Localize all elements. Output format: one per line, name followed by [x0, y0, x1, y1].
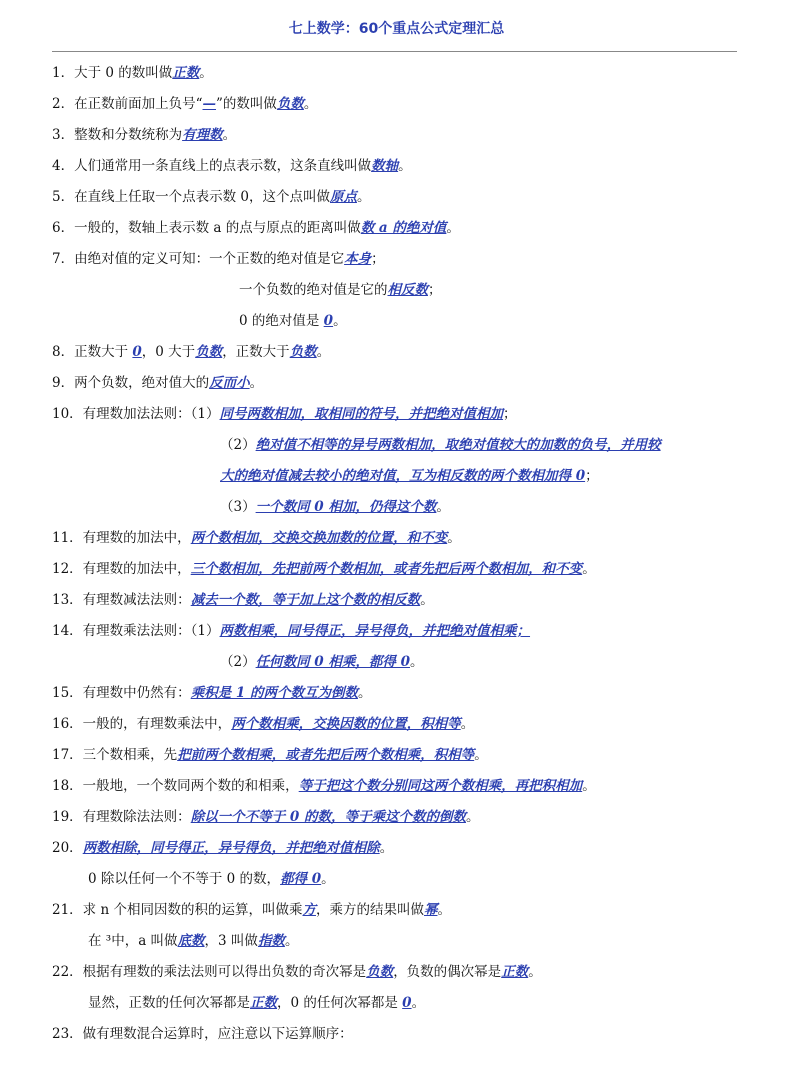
list-item: [52, 62, 742, 93]
list-item: [52, 558, 742, 589]
item-text: 。: [284, 933, 299, 949]
answer-text: 底数: [177, 933, 205, 949]
item-text: 。: [460, 716, 475, 732]
item-text: 。: [356, 189, 371, 205]
item-text: 。: [582, 778, 596, 794]
item-text: ，0 大于: [141, 344, 196, 360]
item-text: 。: [528, 964, 542, 980]
item-text: ；: [371, 251, 385, 267]
answer-text: 减去一个数，等于加上这个数的相反数: [190, 592, 421, 608]
answer-text: 都得 0: [280, 871, 322, 887]
list-item: [52, 1023, 742, 1054]
item-text: 显然，正数的任何次幂都是: [88, 995, 250, 1011]
item-text: 。: [436, 499, 450, 515]
item-text: 。: [447, 530, 461, 546]
list-item: [52, 124, 742, 155]
list-item: [52, 155, 742, 186]
item-text: 。: [303, 96, 318, 112]
item-text: 0 的绝对值是: [239, 313, 324, 329]
item-text: （2）: [220, 437, 256, 453]
answer-text: 负数: [276, 96, 304, 112]
answer-text: 任何数同 0 相乘，都得 0: [255, 654, 410, 670]
item-text: （2）: [220, 654, 256, 670]
item-text: 20．: [52, 840, 83, 856]
answer-text: 0: [132, 344, 142, 360]
item-text: （3）: [220, 499, 256, 515]
item-text: ，乘方的结果叫做: [315, 902, 424, 918]
item-text: 6．一般的，数轴上表示数 a 的点与原点的距离叫做: [52, 220, 361, 236]
item-text: 18．一般地，一个数同两个数的和相乘，: [52, 778, 299, 794]
item-text: 。: [222, 127, 237, 143]
answer-text: 方: [302, 902, 316, 918]
list-item: [52, 186, 742, 217]
answer-text: 三个数相加，先把前两个数相加，或者先把后两个数相加，和不变: [190, 561, 583, 577]
item-text: ，正数大于: [222, 344, 290, 360]
answer-text: 正数: [250, 995, 277, 1011]
answer-text: 两个数相加，交换交换加数的位置，和不变: [190, 530, 448, 546]
item-text: 在 ³中，a 叫做: [88, 933, 178, 949]
item-text: 5．在直线上任取一个点表示数 0，这个点叫做: [52, 189, 330, 205]
answer-text: 负数: [289, 344, 317, 360]
item-text: 22．根据有理数的乘法法则可以得出负数的奇次幂是: [52, 964, 367, 980]
item-text: 。: [474, 747, 488, 763]
item-text: 。: [199, 65, 213, 81]
page-title: 七上数学：60个重点公式定理汇总: [288, 21, 505, 37]
item-text: 。: [379, 840, 394, 856]
item-text: 。: [446, 220, 460, 236]
item-text: 21．求 n 个相同因数的积的运算，叫做乘: [52, 902, 303, 918]
list-item: [52, 310, 742, 341]
list-item: [52, 651, 742, 682]
item-text: ，3 叫做: [204, 933, 258, 949]
answer-text: 正数: [501, 964, 529, 980]
answer-text: 两数相乘，同号得正，异号得负，并把绝对值相乘；: [219, 623, 531, 639]
item-text: 。: [398, 158, 412, 174]
list-item: [52, 620, 742, 651]
list-item: [52, 744, 742, 775]
item-text: 。: [582, 561, 596, 577]
answer-text: 正数: [172, 65, 200, 81]
list-item: [52, 775, 742, 806]
answer-text: 反而小: [209, 375, 250, 391]
answer-text: —: [202, 96, 216, 112]
answer-text: 0: [323, 313, 334, 329]
list-item: [52, 682, 742, 713]
item-text: 。: [333, 313, 347, 329]
item-text: 9．两个负数，绝对值大的: [52, 375, 210, 391]
item-text: 0 除以任何一个不等于 0 的数，: [88, 871, 281, 887]
list-item: [52, 713, 742, 744]
answer-text: 两个数相乘，交换因数的位置，积相等: [231, 716, 461, 732]
list-item: [52, 837, 742, 868]
list-item: [52, 527, 742, 558]
item-text: 7．由绝对值的定义可知：一个正数的绝对值是它: [52, 251, 345, 267]
answer-text: 幂: [423, 902, 438, 918]
item-text: 14．有理数乘法法则：（1）: [52, 623, 220, 639]
item-text: 1．大于 0 的数叫做: [52, 65, 173, 81]
item-text: 17．三个数相乘，先: [52, 747, 178, 763]
item-text: 。: [411, 995, 426, 1011]
list-item: [52, 899, 742, 930]
item-text: 4．人们通常用一条直线上的点表示数，这条直线叫做: [52, 158, 372, 174]
item-text: 。: [316, 344, 331, 360]
item-text: 。: [465, 809, 480, 825]
list-item: [52, 372, 742, 403]
answer-text: 本身: [344, 251, 372, 267]
answer-text: 相反数: [387, 282, 428, 298]
answer-text: 数 a 的绝对值: [360, 220, 447, 236]
list-item: [52, 868, 742, 899]
answer-text: 有理数: [182, 127, 223, 143]
answer-text: 一个数同 0 相加，仍得这个数: [255, 499, 437, 515]
item-text: 。: [420, 592, 434, 608]
answer-text: 除以一个不等于 0 的数，等于乘这个数的倒数: [190, 809, 466, 825]
list-item: [52, 341, 742, 372]
list-item: [52, 961, 742, 992]
answer-text: 绝对值不相等的异号两数相加，取绝对值较大的加数的负号，并用较: [255, 437, 661, 453]
item-text: 2．在正数前面加上负号“: [52, 96, 203, 112]
list-item: [52, 589, 742, 620]
answer-text: 大的绝对值减去较小的绝对值，互为相反数的两个数相加得 0: [220, 468, 586, 484]
item-text: ；: [503, 406, 517, 422]
answer-text: 指数: [257, 933, 285, 949]
item-text: 。: [437, 902, 451, 918]
answer-text: 负数: [195, 344, 223, 360]
item-text: ”的数叫做: [216, 96, 277, 112]
item-text: 3．整数和分数统称为: [52, 127, 183, 143]
answer-text: 0: [402, 995, 412, 1011]
list-item: [52, 806, 742, 837]
item-text: ；: [428, 282, 442, 298]
answer-text: 数轴: [371, 158, 399, 174]
list-item: [52, 434, 742, 465]
answer-text: 把前两个数相乘，或者先把后两个数相乘，积相等: [177, 747, 475, 763]
list-item: [52, 930, 742, 961]
answer-text: 乘积是 1 的两个数互为倒数: [190, 685, 358, 701]
answer-text: 原点: [329, 189, 357, 205]
item-text: 13．有理数减法法则：: [52, 592, 191, 608]
answer-text: 两数相除，同号得正，异号得负，并把绝对值相除: [82, 840, 380, 856]
list-item: [52, 217, 742, 248]
answer-text: 等于把这个数分别同这两个数相乘，再把积相加: [298, 778, 583, 794]
item-text: 19．有理数除法法则：: [52, 809, 191, 825]
item-text: 11．有理数的加法中，: [52, 530, 191, 546]
list-item: [52, 403, 742, 434]
item-text: 一个负数的绝对值是它的: [239, 282, 388, 298]
item-text: 。: [249, 375, 264, 391]
item-text: 。: [409, 654, 424, 670]
item-text: ，负数的偶次幂是: [393, 964, 502, 980]
list-item: [52, 93, 742, 124]
item-text: 8．正数大于: [52, 344, 133, 360]
list-item: [52, 465, 742, 496]
title-divider: [52, 51, 737, 52]
answer-text: 负数: [366, 964, 394, 980]
item-text: 。: [321, 871, 335, 887]
item-text: 16．一般的，有理数乘法中，: [52, 716, 232, 732]
formula-list: [52, 62, 742, 1054]
item-text: 12．有理数的加法中，: [52, 561, 191, 577]
item-text: 23．做有理数混合运算时，应注意以下运算顺序：: [52, 1026, 353, 1042]
item-text: ；: [585, 468, 599, 484]
item-text: 10．有理数加法法则：（1）: [52, 406, 220, 422]
list-item: [52, 248, 742, 279]
list-item: [52, 992, 742, 1023]
item-text: 。: [357, 685, 372, 701]
item-text: ，0 的任何次幂都是: [277, 995, 403, 1011]
list-item: [52, 496, 742, 527]
item-text: 15．有理数中仍然有：: [52, 685, 191, 701]
list-item: [52, 279, 742, 310]
answer-text: 同号两数相加，取相同的符号，并把绝对值相加: [219, 406, 504, 422]
